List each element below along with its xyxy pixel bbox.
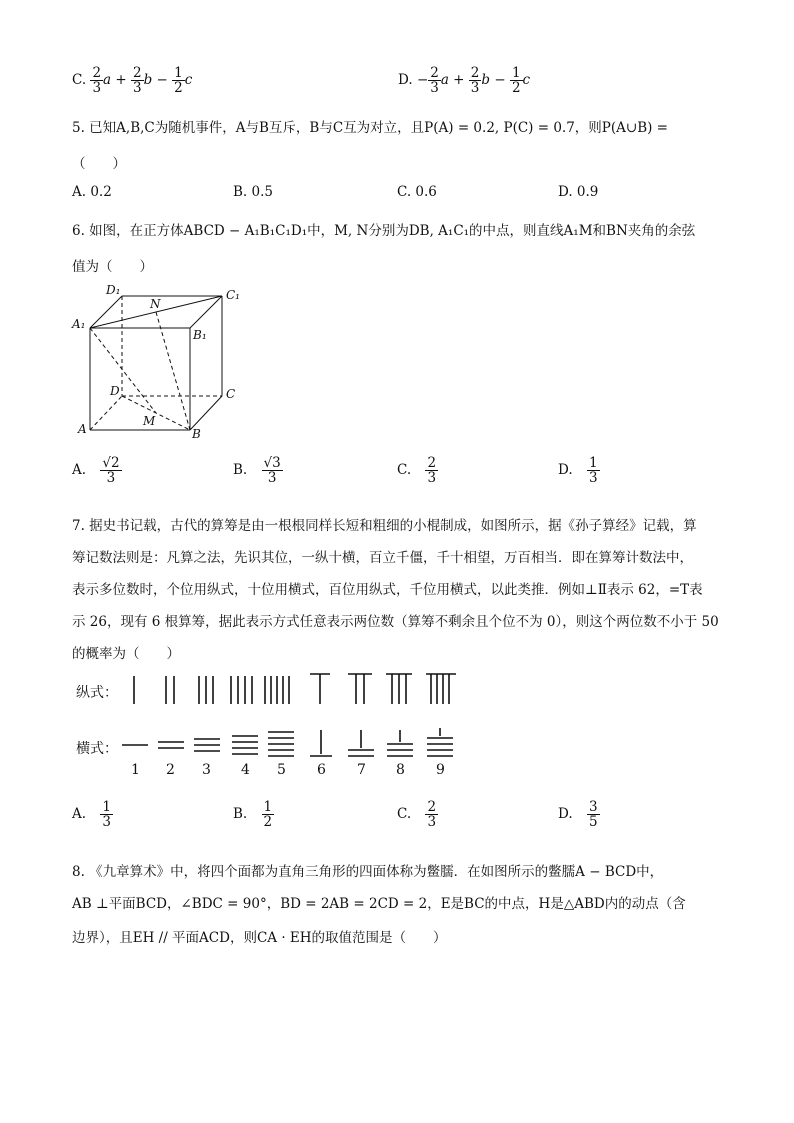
- q5-option-c: C. 0.6: [397, 184, 437, 200]
- q8-stem-line2: AB ⊥平面BCD，∠BDC = 90°，BD = 2AB = 2CD = 2，E是BC的中点，H是△ABD内的动点（含: [72, 896, 686, 912]
- q7-option-c: C. $\frac{2}{3}$: [397, 799, 437, 831]
- q5-option-d: D. 0.9: [558, 184, 599, 200]
- q7-option-d: D. $\frac{3}{5}$: [558, 799, 598, 831]
- q4-option-d: D. − $\frac{2}{3}$ a + $\frac{2}{3}$ b − $\frac{1}{2}$ c: [398, 65, 531, 97]
- digit-3: 3: [202, 762, 211, 778]
- label-c1: C₁: [226, 288, 240, 302]
- label-a1: A₁: [72, 317, 86, 331]
- q8-stem-line3: 边界），且EH // 平面ACD，则CA · EH的取值范围是（ ）: [72, 930, 447, 946]
- q5-paren: （ ）: [72, 156, 126, 172]
- q4-option-c: C. $\frac{2}{3}$ a + $\frac{2}{3}$ b − $\frac{1}{2}$ c: [72, 65, 193, 97]
- label-d1: D₁: [106, 283, 121, 297]
- q7-option-a: A. $\frac{1}{3}$: [72, 799, 111, 831]
- counting-rods-figure: [120, 668, 480, 778]
- label-n: N: [150, 297, 161, 311]
- digit-5: 5: [277, 762, 286, 778]
- q5-option-b: B. 0.5: [233, 184, 273, 200]
- q6-option-d: D. $\frac{1}{3}$: [558, 455, 598, 487]
- q7-stem-line5: 的概率为（ ）: [72, 646, 180, 662]
- q7-option-b: B. $\frac{1}{2}$: [233, 799, 273, 831]
- q7-stem-line4: 示 26，现有 6 根算筹，据此表示方式任意表示两位数（算筹不剩余且个位不为 0），则这个两位数不小于 50: [72, 614, 719, 630]
- fraction: $\frac{1}{2}$: [511, 65, 521, 97]
- q6-option-c: C. $\frac{2}{3}$: [397, 455, 437, 487]
- digit-2: 2: [166, 762, 175, 778]
- digit-8: 8: [396, 762, 405, 778]
- label-d: D: [110, 384, 120, 398]
- fraction: $\frac{2}{3}$: [430, 65, 439, 97]
- label-c: C: [226, 387, 236, 401]
- q8-stem-line1: 8. 《九章算术》中，将四个面都为直角三角形的四面体称为鳖臑．在如图所示的鳖臑A − BCD中，: [72, 864, 664, 880]
- label-a: A: [78, 422, 87, 436]
- q6-option-b: B. $\frac{√3}{3}$: [233, 455, 281, 487]
- q7-stem-line3: 表示多位数时，个位用纵式，十位用横式，百位用纵式，千位用横式，以此类推．例如⊥Ⅱ表示 62，=T表: [72, 582, 703, 598]
- q6-stem-line1: 6. 如图，在正方体ABCD − A₁B₁C₁D₁中，M, N分别为DB, A₁C₁的中点，则直线A₁M和BN夹角的余弦: [72, 223, 696, 239]
- q6-stem-line2: 值为（ ）: [72, 259, 153, 275]
- digit-1: 1: [131, 762, 140, 778]
- label-b1: B₁: [193, 328, 207, 342]
- digit-6: 6: [317, 762, 326, 778]
- fraction: $\frac{2}{3}$: [92, 65, 102, 97]
- horizontal-form-label: 横式：: [76, 741, 118, 757]
- q7-stem-line2: 筹记数法则是：凡算之法，先识其位，一纵十横，百立千僵，千十相望，万百相当．即在算筹计数法中，: [72, 550, 693, 566]
- cube-figure: [70, 282, 250, 442]
- vertical-form-label: 纵式：: [76, 685, 118, 701]
- fraction: $\frac{2}{3}$: [132, 65, 142, 97]
- fraction: $\frac{2}{3}$: [470, 65, 480, 97]
- q5-stem: 5. 已知A,B,C为随机事件，A与B互斥，B与C互为对立，且P(A) = 0.2, P(C) = 0.7，则P(A∪B) =: [72, 120, 668, 136]
- digit-4: 4: [241, 762, 250, 778]
- label-b: B: [192, 427, 201, 441]
- fraction: $\frac{1}{2}$: [174, 65, 183, 97]
- label-m: M: [143, 414, 156, 428]
- q7-stem-line1: 7. 据史书记载，古代的算筹是由一根根同样长短和粗细的小棍制成，如图所示，据《孙子算经》记载，算: [72, 518, 697, 534]
- q6-option-a: A. $\frac{√2}{3}$: [72, 455, 120, 487]
- digit-7: 7: [357, 762, 366, 778]
- q5-option-a: A. 0.2: [72, 184, 112, 200]
- digit-9: 9: [436, 762, 445, 778]
